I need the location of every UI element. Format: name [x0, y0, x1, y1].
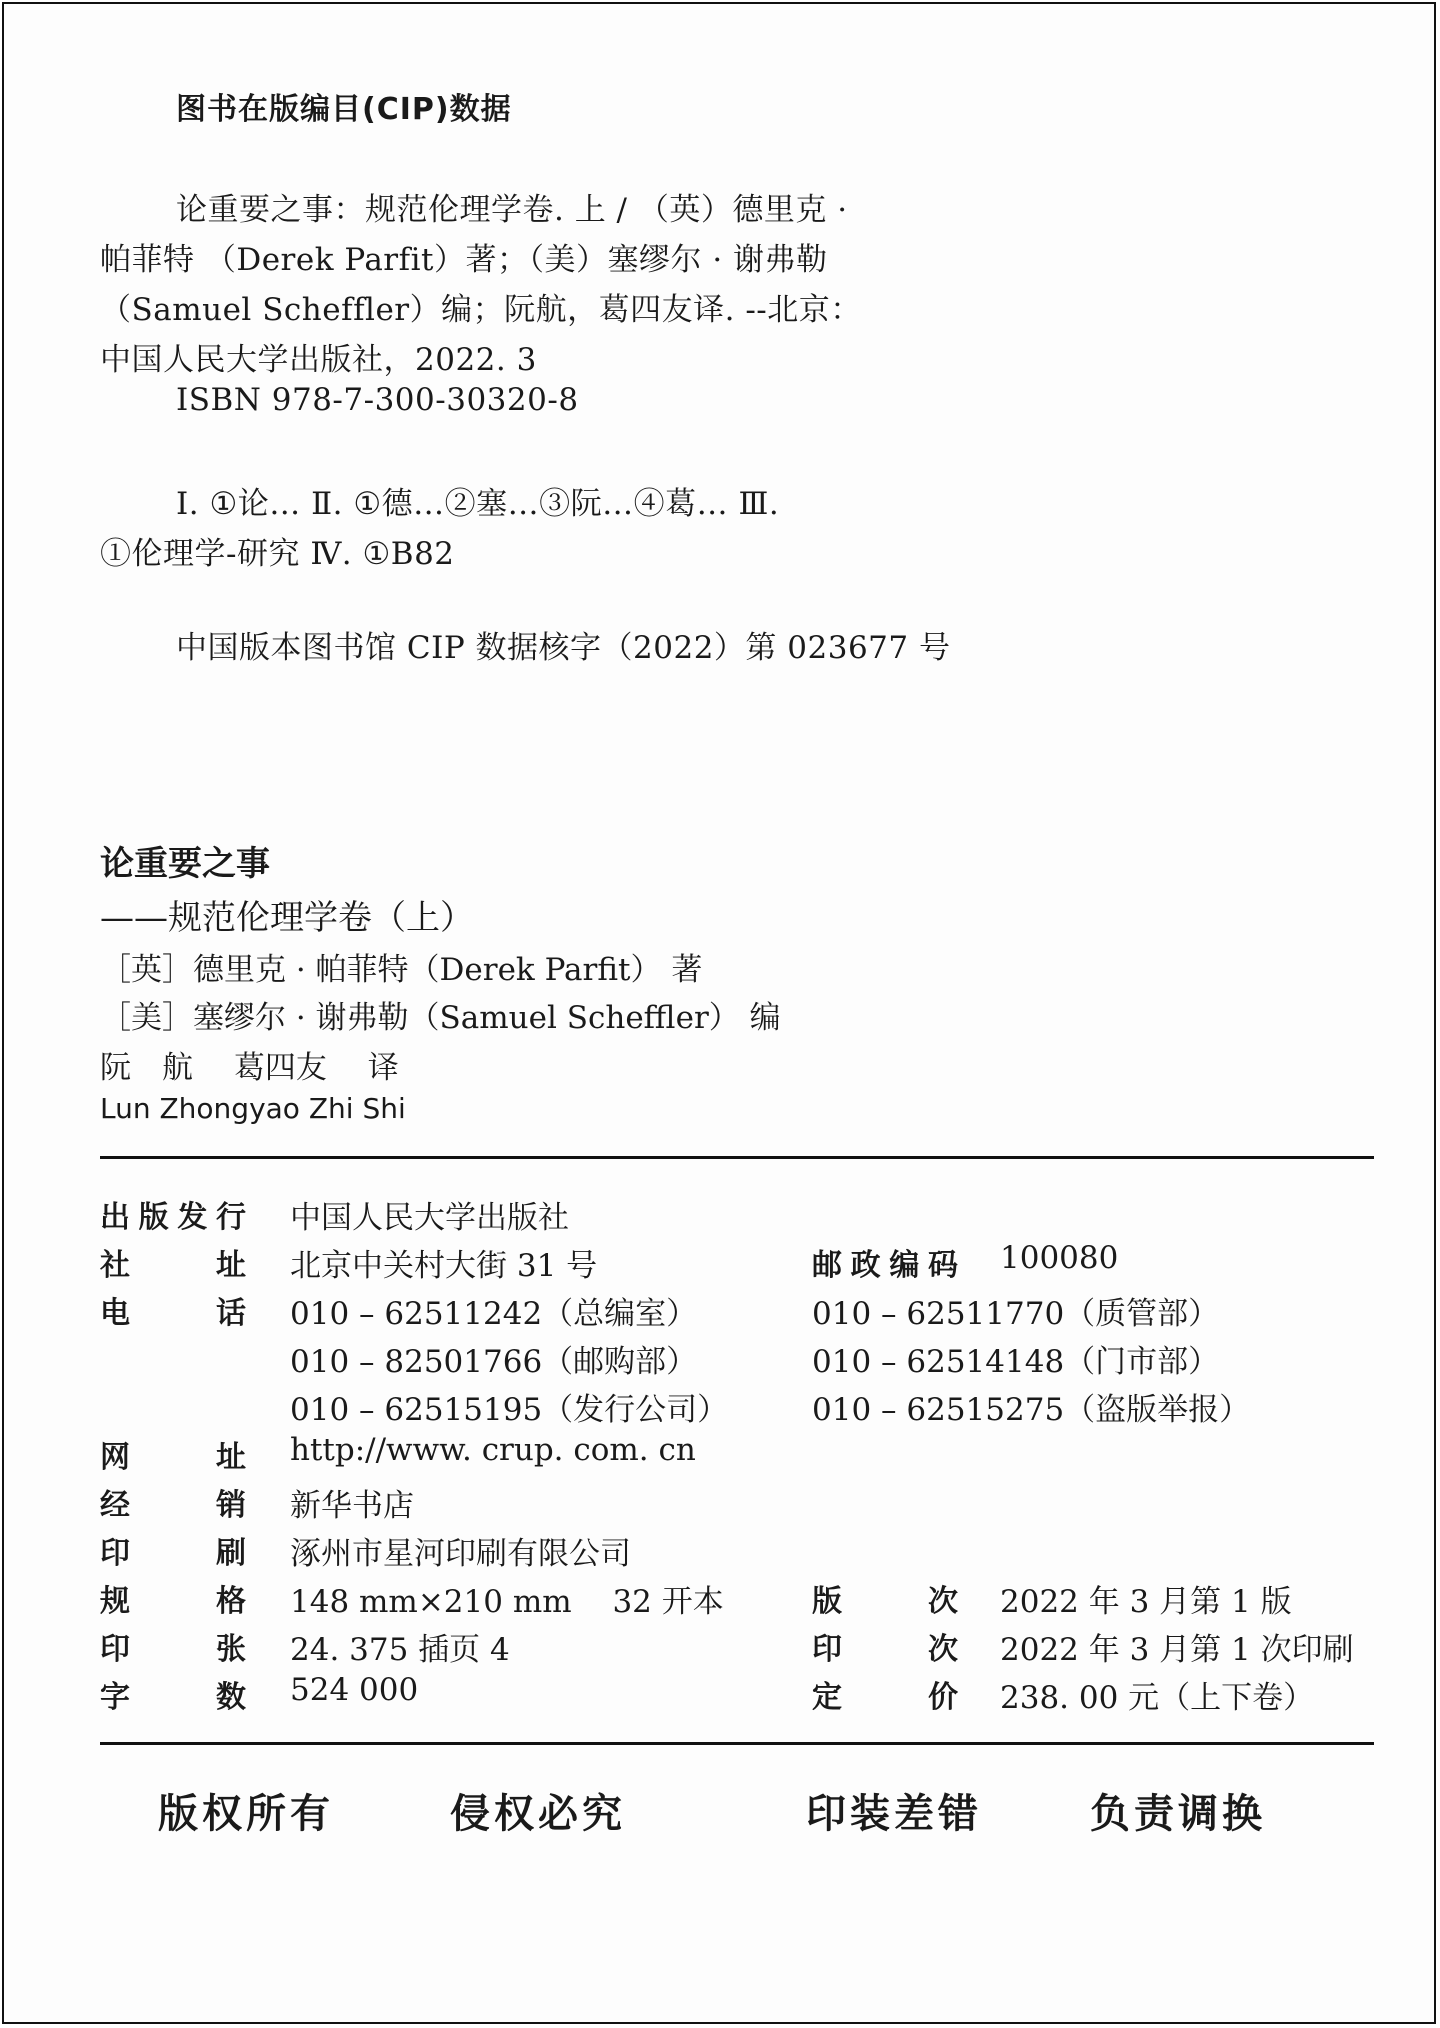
value-phone-store: 010 – 62514148（门市部）: [812, 1344, 1220, 1380]
value-phone-distribution: 010 – 62515195（发行公司）: [290, 1392, 729, 1428]
value-postcode: 100080: [1000, 1240, 1119, 1276]
row-phone-3: [100, 1384, 1374, 1428]
row-format: [100, 1576, 1374, 1620]
value-website: http://www. crup. com. cn: [290, 1432, 696, 1468]
value-format: 148 mm×210 mm 32 开本: [290, 1584, 724, 1620]
top-divider: [100, 1156, 1374, 1159]
row-address: [100, 1240, 1374, 1284]
label-publisher: 出 版 发 行: [100, 1200, 246, 1235]
value-address: 北京中关村大街 31 号: [290, 1248, 598, 1284]
label-price: 定 价: [812, 1680, 958, 1715]
cip-record-number: 中国版本图书馆 CIP 数据核字（2022）第 023677 号: [176, 630, 951, 666]
book-subtitle: ——规范伦理学卷（上）: [100, 898, 474, 938]
editor-credit: ［美］塞缪尔 · 谢弗勒（Samuel Scheffler） 编: [100, 1000, 781, 1036]
row-printer: [100, 1528, 1374, 1572]
translator-credit: 阮 航 葛四友 译: [100, 1050, 399, 1086]
label-edition: 版 次: [812, 1584, 958, 1619]
row-sheets: [100, 1624, 1374, 1668]
value-printing: 2022 年 3 月第 1 次印刷: [1000, 1632, 1354, 1668]
cip-line-3: （Samuel Scheffler）编；阮航，葛四友译. --北京：: [100, 292, 862, 328]
value-distributor: 新华书店: [290, 1488, 414, 1524]
label-distributor: 经 销: [100, 1488, 246, 1523]
label-printing: 印 次: [812, 1632, 958, 1667]
row-phone-1: [100, 1288, 1374, 1332]
label-printer: 印 刷: [100, 1536, 246, 1571]
cip-line-2: 帕菲特 （Derek Parfit）著；（美）塞缪尔 · 谢弗勒: [100, 242, 828, 278]
cip-classification-1: Ⅰ. ①论… Ⅱ. ①德…②塞…③阮…④葛… Ⅲ.: [176, 486, 780, 522]
cip-line-4: 中国人民大学出版社，2022. 3: [100, 342, 537, 378]
book-title: 论重要之事: [100, 844, 270, 884]
author-credit: ［英］德里克 · 帕菲特（Derek Parfit） 著: [100, 952, 703, 988]
cip-isbn: ISBN 978-7-300-30320-8: [176, 382, 579, 418]
value-publisher: 中国人民大学出版社: [290, 1200, 569, 1236]
row-phone-2: [100, 1336, 1374, 1380]
value-sheets: 24. 375 插页 4: [290, 1632, 510, 1668]
row-publisher: [100, 1192, 1374, 1236]
label-address: 社 址: [100, 1248, 246, 1283]
row-website: [100, 1432, 1374, 1476]
label-sheets: 印 张: [100, 1632, 246, 1667]
value-edition: 2022 年 3 月第 1 版: [1000, 1584, 1292, 1620]
slogan-copyright: 版权所有: [158, 1791, 334, 1837]
label-phone: 电 话: [100, 1296, 246, 1331]
slogan-printing-error: 印装差错: [806, 1791, 982, 1837]
value-phone-editorial: 010 – 62511242（总编室）: [290, 1296, 698, 1332]
value-price: 238. 00 元（上下卷）: [1000, 1680, 1315, 1716]
cip-classification-2: ①伦理学-研究 Ⅳ. ①B82: [100, 536, 455, 572]
row-distributor: [100, 1480, 1374, 1524]
cip-line-1: 论重要之事：规范伦理学卷. 上 / （英）德里克 ·: [176, 192, 848, 228]
slogan-infringement: 侵权必究: [450, 1791, 626, 1837]
value-phone-mailorder: 010 – 82501766（邮购部）: [290, 1344, 698, 1380]
label-words: 字 数: [100, 1680, 246, 1715]
row-words: [100, 1672, 1374, 1716]
slogan-replacement: 负责调换: [1090, 1791, 1266, 1837]
label-website: 网 址: [100, 1440, 246, 1475]
cip-heading: 图书在版编目(CIP)数据: [176, 92, 512, 127]
value-phone-piracy: 010 – 62515275（盗版举报）: [812, 1392, 1251, 1428]
pinyin-title: Lun Zhongyao Zhi Shi: [100, 1092, 406, 1125]
label-postcode: 邮 政 编 码: [812, 1248, 958, 1283]
value-phone-quality: 010 – 62511770（质管部）: [812, 1296, 1220, 1332]
value-words: 524 000: [290, 1672, 419, 1708]
label-format: 规 格: [100, 1584, 246, 1619]
value-printer: 涿州市星河印刷有限公司: [290, 1536, 631, 1572]
bottom-divider: [100, 1742, 1374, 1745]
